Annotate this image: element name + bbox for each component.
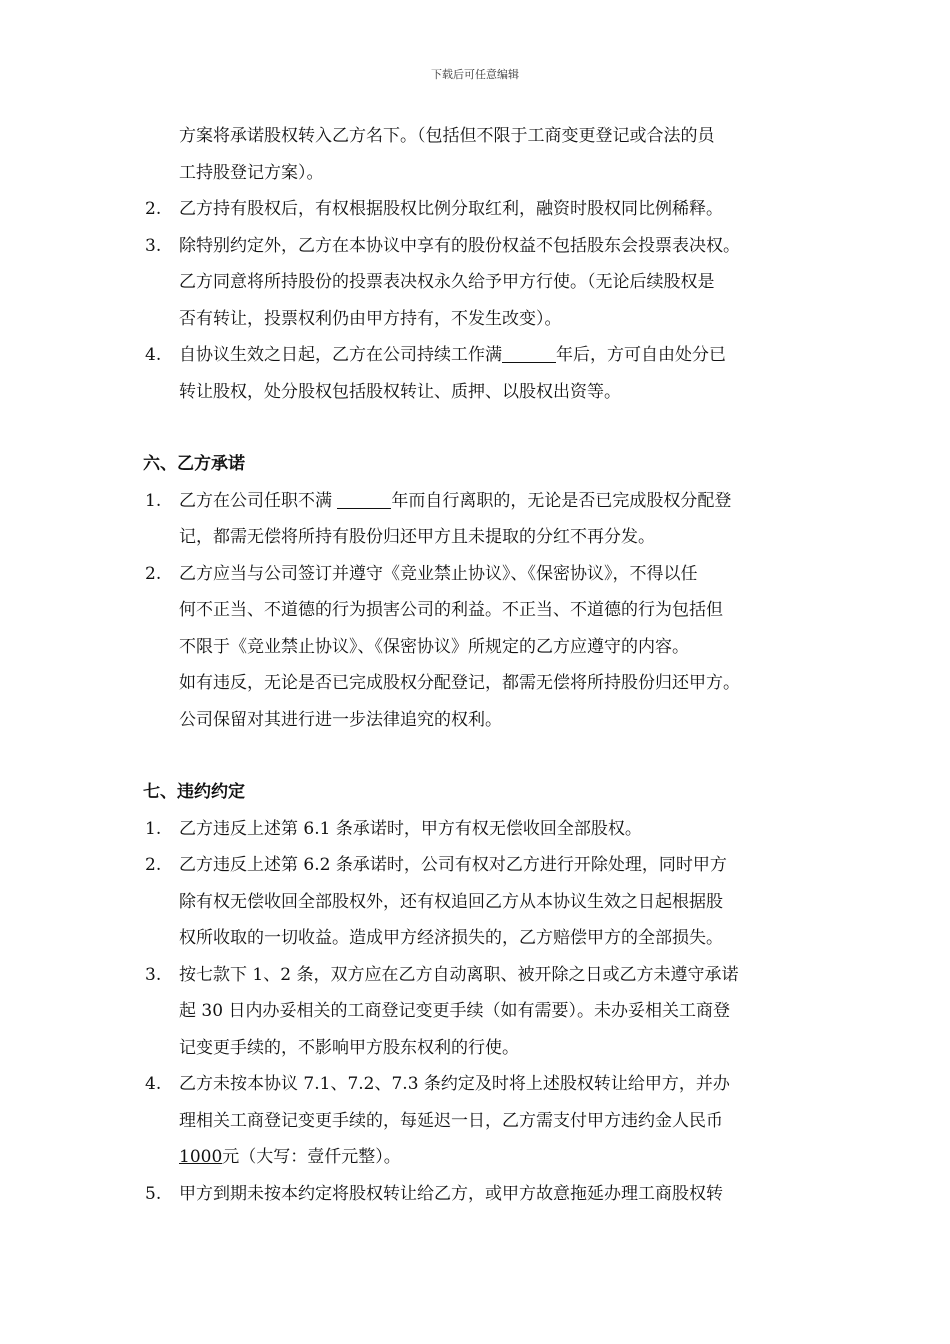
list-item xyxy=(143,556,823,739)
item-number: 2. xyxy=(145,563,162,584)
text-line: 乙方未按本协议 7.1、7.2、7.3 条约定及时将上述股权转让给甲方，并办 xyxy=(179,1074,730,1094)
text-line: 权所收取的一切收益。造成甲方经济损失的，乙方赔偿甲方的全部损失。 xyxy=(179,928,723,948)
text-line: 甲方到期未按本约定将股权转让给乙方，或甲方故意拖延办理工商股权转 xyxy=(179,1183,723,1204)
item-number: 4. xyxy=(145,345,162,365)
text-line: 乙方应当与公司签订并遵守《竞业禁止协议》、《保密协议》，不得以任 xyxy=(179,563,698,584)
text-segment: 年后，方可自由处分已 xyxy=(556,345,726,365)
item-number: 2. xyxy=(145,199,162,219)
list-item xyxy=(143,228,823,338)
text-line: 如有违反，无论是否已完成股权分配登记，都需无偿将所持股份归还甲方。 xyxy=(179,673,740,693)
section-heading: 七、违约约定 xyxy=(143,782,245,802)
text-line xyxy=(179,483,823,520)
text-segment: 乙方在公司任职不满 xyxy=(179,490,338,511)
text-line: 方案将承诺股权转入乙方名下。（包括但不限于工商变更登记或合法的员 xyxy=(179,126,715,146)
list-item xyxy=(143,1066,823,1176)
penalty-amount: 1000 xyxy=(179,1147,223,1167)
text-line: 乙方违反上述第 6.2 条承诺时，公司有权对乙方进行开除处理，同时甲方 xyxy=(179,855,727,875)
fill-in-blank[interactable] xyxy=(337,490,391,509)
text-line xyxy=(179,337,823,374)
fill-in-blank[interactable] xyxy=(502,344,556,363)
text-segment: 自协议生效之日起，乙方在公司持续工作满 xyxy=(179,345,502,365)
list-item xyxy=(143,1176,823,1213)
item-number: 2. xyxy=(145,855,162,875)
text-line: 不限于《竞业禁止协议》、《保密协议》所规定的乙方应遵守的内容。 xyxy=(179,636,689,657)
section-heading: 六、乙方承诺 xyxy=(143,454,245,474)
text-line xyxy=(179,1139,823,1176)
text-line: 按七款下 1、2 条，双方应在乙方自动离职、被开除之日或乙方未遵守承诺 xyxy=(179,964,739,985)
item-number: 1. xyxy=(145,818,162,839)
text-segment: 元（大写：壹仟元整）。 xyxy=(222,1147,401,1167)
list-item xyxy=(143,957,823,1067)
text-line: 乙方违反上述第 6.1 条承诺时，甲方有权无偿收回全部股权。 xyxy=(179,818,642,839)
item-number: 3. xyxy=(145,235,162,256)
text-line: 乙方持有股权后，有权根据股权比例分取红利，融资时股权同比例稀释。 xyxy=(179,199,723,219)
item-number: 4. xyxy=(145,1074,162,1094)
text-line: 除有权无偿收回全部股权外，还有权追回乙方从本协议生效之日起根据股 xyxy=(179,891,723,912)
document-body xyxy=(143,118,823,1212)
text-line: 理相关工商登记变更手续的，每延迟一日，乙方需支付甲方违约金人民币 xyxy=(179,1110,723,1131)
item-number: 3. xyxy=(145,964,162,985)
item-number: 1. xyxy=(145,490,162,511)
page-header: 下载后可任意编辑 xyxy=(431,68,519,81)
text-line: 转让股权，处分股权包括股权转让、质押、以股权出资等。 xyxy=(179,381,621,402)
text-line: 何不正当、不道德的行为损害公司的利益。不正当、不道德的行为包括但 xyxy=(179,600,723,620)
list-item xyxy=(143,191,823,228)
text-line: 起 30 日内办妥相关的工商登记变更手续（如有需要）。未办妥相关工商登 xyxy=(179,1001,730,1021)
list-item xyxy=(143,847,823,957)
text-line: 否有转让，投票权利仍由甲方持有，不发生改变）。 xyxy=(179,308,562,329)
text-line: 乙方同意将所持股份的投票表决权永久给予甲方行使。（无论后续股权是 xyxy=(179,272,715,292)
continued-paragraph xyxy=(143,118,823,191)
list-item xyxy=(143,483,823,556)
text-segment: 年而自行离职的，无论是否已完成股权分配登 xyxy=(391,490,732,511)
text-line: 记，都需无偿将所持有股份归还甲方且未提取的分红不再分发。 xyxy=(179,527,655,547)
list-item xyxy=(143,811,823,848)
text-line: 除特别约定外，乙方在本协议中享有的股份权益不包括股东会投票表决权。 xyxy=(179,235,740,256)
list-item xyxy=(143,337,823,410)
text-line: 记变更手续的，不影响甲方股东权利的行使。 xyxy=(179,1037,519,1058)
text-line: 工持股登记方案）。 xyxy=(179,162,324,183)
item-number: 5. xyxy=(145,1183,162,1204)
text-line: 公司保留对其进行进一步法律追究的权利。 xyxy=(179,709,502,730)
